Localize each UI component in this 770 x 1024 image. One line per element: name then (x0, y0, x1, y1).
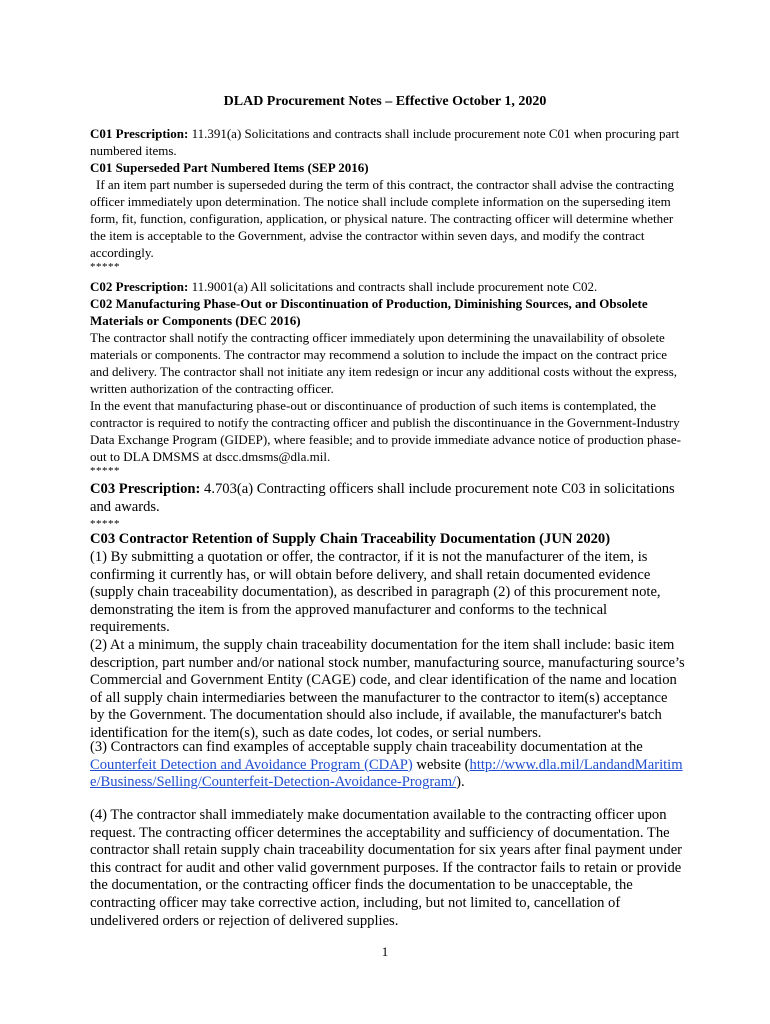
c03-paragraph-3: (3) Contractors can find examples of acceptable supply chain traceability documentation at the Counterfeit Detection and Avoidance Program (CDAP) website (http://www.dla.mil/LandandMaritime/Business/Selling/Counterfeit-Detection-Avoidance-Program/). (90, 739, 683, 791)
c02-paragraph-1: The contractor shall notify the contracting officer immediately upon determining the unavailability of obsolete materials or components. The contractor may recommend a solution to include the impact on the contract price and delivery. The contractor shall not initiate any item redesign or incur any additional costs without the express, written authorization of the contracting officer. (90, 330, 678, 396)
c01-separator: ***** (90, 261, 120, 273)
c03-prescription-label: C03 Prescription: (90, 481, 201, 497)
c03-separator: ***** (90, 518, 120, 530)
c01-prescription-label: C01 Prescription: (90, 126, 189, 141)
c03-paragraph-4: (4) The contractor shall immediately make documentation available to the contracting officer upon request. The contracting officer determines the acceptability and sufficiency of documentation. The contractor shall retain supply chain traceability documentation for six years after final payment under this contract for audit and other valid government purposes. If the contractor fails to retain or provide the documentation, or the contracting officer finds the documentation to be unacceptable, the contracting officer may take corrective action, including, but not limited to, cancellation of undelivered orders or rejection of delivered supplies. (90, 807, 683, 929)
cdap-url-link[interactable]: http://www.dla.mil/LandandMaritime/Business/Selling/Counterfeit-Detection-Avoidance-Program/ (90, 756, 683, 791)
c03-paragraph-1: (1) By submitting a quotation or offer, the contractor, if it is not the manufacturer of the item, is confirming it currently has, or will obtain before delivery, and shall retain documented evidence (supply chain traceability documentation), as described in paragraph (2) of this procurement note, demonstrating the item is from the approved manufacturer and conforms to the technical requirements. (90, 549, 661, 636)
c03-website-word: website (416, 756, 461, 773)
c01-prescription (90, 125, 685, 159)
c02-separator: ***** (90, 465, 120, 477)
c02-prescription-label: C02 Prescription: (90, 279, 189, 294)
c03-heading: C03 Contractor Retention of Supply Chain Traceability Documentation (JUN 2020) (90, 531, 611, 547)
c02-prescription (90, 278, 685, 295)
c01-heading: C01 Superseded Part Numbered Items (SEP 2016) (90, 160, 369, 175)
c02-prescription-text: 11.9001(a) All solicitations and contracts shall include procurement note C02. (191, 279, 598, 294)
page-number: 1 (381, 944, 389, 959)
c03-prescription-text: 4.703(a) Contracting officers shall include procurement note C03 in solicitations and awards. (90, 481, 675, 515)
c03-prescription (90, 481, 685, 516)
c02-heading: C02 Manufacturing Phase-Out or Discontinuation of Production, Diminishing Sources, and Obsolete Materials or Components (DEC 2016) (90, 296, 648, 328)
cdap-link[interactable]: Counterfeit Detection and Avoidance Program (CDAP) (90, 756, 413, 773)
c03-paragraph-2: (2) At a minimum, the supply chain traceability documentation for the item shall include: basic item description, part number and/or national stock number, manufacturing source, manufacturing source’s Commercial and Government Entity (CAGE) code, and clear identification of the name and location of all supply chain intermediaries between the manufacturer to the contractor to item(s) acceptance by the Government. The documentation should also include, if available, the manufacturer's batch identification for the item(s), such as date codes, lot codes, or serial numbers. (90, 637, 685, 741)
c01-prescription-text: 11.391(a) Solicitations and contracts shall include procurement note C01 when procuring part numbered items. (90, 126, 680, 158)
c02-paragraph-2: In the event that manufacturing phase-out or discontinuance of production of such items is contemplated, the contractor is required to notify the contracting officer and publish the discontinuance in the Government-Industry Data Exchange Program (GIDEP), where feasible; and to provide immediate advance notice of production phase-out to DLA DMSMS at dscc.dmsms@dla.mil. (90, 398, 681, 464)
document-title: DLAD Procurement Notes – Effective October 1, 2020 (223, 94, 547, 109)
c03-paragraph-3-intro: (3) Contractors can find examples of acceptable supply chain traceability documentation at the (90, 739, 643, 755)
c01-body: If an item part number is superseded during the term of this contract, the contractor shall advise the contracting officer immediately upon determination. The notice shall include complete information on the superseding item form, fit, function, configuration, application, or physical nature. The contracting officer will determine whether the item is acceptable to the Government, advise the contractor within seven days, and modify the contract accordingly. (90, 177, 674, 260)
